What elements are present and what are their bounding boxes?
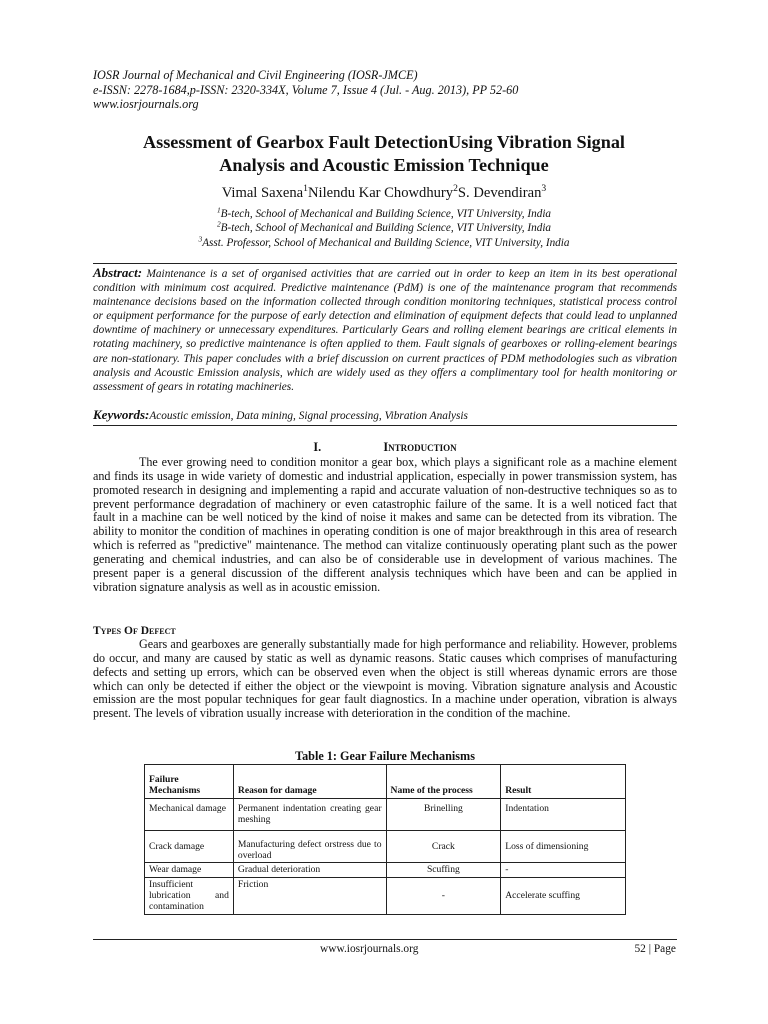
paper-title <box>70 131 698 176</box>
affiliation-list <box>70 207 698 250</box>
table-row <box>145 863 626 877</box>
table-cell: Gradual deterioration <box>233 863 386 877</box>
affiliation <box>70 236 698 250</box>
table-cell: Indentation <box>501 799 626 831</box>
journal-header <box>93 68 693 112</box>
title-line-2: Analysis and Acoustic Emission Technique <box>219 154 549 175</box>
table-header-cell: Failure Mechanisms <box>145 765 234 799</box>
journal-website: www.iosrjournals.org <box>93 97 199 112</box>
types-of-defect-heading: Types Of Defect <box>93 625 176 637</box>
author-list <box>70 185 698 202</box>
table-cell: - <box>386 877 501 914</box>
table-row <box>145 799 626 831</box>
table-cell: Scuffing <box>386 863 501 877</box>
affiliation <box>70 207 698 221</box>
affiliation-mark: 1 <box>216 205 221 215</box>
author-name: S. Devendiran <box>457 185 542 201</box>
table-header-cell: Name of the process <box>386 765 501 799</box>
section-heading-introduction <box>93 440 677 454</box>
abstract-label: Abstract: <box>93 265 143 280</box>
title-line-1: Assessment of Gearbox Fault DetectionUsing Vibration Signal <box>143 132 625 152</box>
keywords <box>93 408 677 423</box>
affiliation-mark: 3 <box>198 234 203 244</box>
table-cell: Wear damage <box>145 863 234 877</box>
table-row <box>145 877 626 914</box>
gear-failure-table <box>144 764 626 915</box>
affiliation-mark: 2 <box>216 219 221 229</box>
table-caption: Table 1: Gear Failure Mechanisms <box>295 749 475 763</box>
affiliation-text: B-tech, School of Mechanical and Building Science, VIT University, India <box>220 222 552 235</box>
section-number: I. <box>313 440 322 454</box>
table-cell: Friction <box>233 877 386 914</box>
affiliation-text: Asst. Professor, School of Mechanical and Building Science, VIT University, India <box>202 236 570 249</box>
introduction-paragraph: The ever growing need to condition monitor a gear box, which plays a significant role as a machine element and finds its usage in wide variety of domestic and industrial application, especially in power transmission system, has promoted research in designing and implementing a rapid and accurate valuation of non-destructive techniques so as to prevent performance degradation of machinery or even catastrophic failure of the same. It is a well noticed fact that fault in a machine can be well noticed by the kind of noise it makes and same can be detected from its vibration. The ability to monitor the condition of machines in operating condition is one of major breakthrough in this area of research which is referred as "predictive" maintenance. The method can vitalize continuously operating plant such as the power generating and chemical industries, and can also be of considerable use in development of various machines. The present paper is a general discussion of the different analysis techniques which have been and can be applied in vibration signature analysis as well as in acoustic emission. <box>93 455 677 594</box>
table-cell: Manufacturing defect orstress due to overload <box>233 831 386 863</box>
keywords-label: Keywords: <box>93 407 150 422</box>
journal-name: IOSR Journal of Mechanical and Civil Engineering (IOSR-JMCE) <box>93 68 418 82</box>
affiliation <box>70 221 698 235</box>
table-cell: Loss of dimensioning <box>501 831 626 863</box>
author-name: Vimal Saxena <box>221 185 304 201</box>
table-header-cell: Result <box>501 765 626 799</box>
types-of-defect-paragraph: Gears and gearboxes are generally substantially made for high performance and reliability. However, problems do occur, and many are caused by static as well as dynamic reasons. Static causes which comprises of manufacturing defects and setting up errors, which can be observed even when the object is still whereas dynamic errors are those which can only be detected if either the object or the viewpoint is moving. Vibration signature analysis and Acoustic emission are the most popular techniques for gear fault diagnostics. In a machine under operation, vibration is always present. The levels of vibration usually increase with deterioration in the condition of the machine. <box>93 637 677 721</box>
table-row <box>145 831 626 863</box>
table-cell: Insufficient lubrication and contamination <box>145 877 234 914</box>
table-cell: Permanent indentation creating gear meshing <box>233 799 386 831</box>
keywords-text: Acoustic emission, Data mining, Signal processing, Vibration Analysis <box>149 410 468 422</box>
footer-url: www.iosrjournals.org <box>320 943 419 955</box>
footer-rule <box>93 939 677 940</box>
author-mark: 3 <box>541 183 547 195</box>
author-name: Nilendu Kar Chowdhury <box>307 185 454 201</box>
table-header-row <box>145 765 626 799</box>
table-cell: Mechanical damage <box>145 799 234 831</box>
section-title: Introduction <box>383 440 457 454</box>
table-cell: Brinelling <box>386 799 501 831</box>
table-cell: Crack <box>386 831 501 863</box>
table-header-cell: Reason for damage <box>233 765 386 799</box>
affiliation-text: B-tech, School of Mechanical and Building Science, VIT University, India <box>220 208 552 220</box>
journal-issn: e-ISSN: 2278-1684,p-ISSN: 2320-334X, Volume 7, Issue 4 (Jul. - Aug. 2013), PP 52-60 <box>93 82 519 97</box>
author-mark: 2 <box>453 183 458 195</box>
abstract-bottom-rule <box>93 425 677 426</box>
table-cell: Accelerate scuffing <box>501 877 626 914</box>
table-cell: - <box>501 863 626 877</box>
page-number: 52 | Page <box>634 943 676 955</box>
abstract-top-rule <box>93 263 677 264</box>
table-cell: Crack damage <box>145 831 234 863</box>
abstract-text: Maintenance is a set of organised activities that are carried out in order to keep an item in its best operational condition with minimum cost acquired. Predictive maintenance (PdM) is one of the maintenance program that recommends maintenance decisions based on the information collected through condition monitoring techniques, statistical process control or equipment performance for the purpose of early detection and elimination of equipment defects that could lead to unplanned downtime of machinery or unnecessary expenditures. Particularly Gears and rolling element bearings are critical elements in rotating machinery, so predictive maintenance is often applied to them. Fault signals of gearboxes or rolling-element bearings are non-stationary. This paper concludes with a brief discussion on current practices of PDM methodologies such as vibration analysis and Acoustic Emission analysis, which are widely used as they offers a complimentary tool for health monitoring or assessment of gears in rotating machineries. <box>93 268 677 393</box>
author-mark: 1 <box>303 183 308 195</box>
abstract <box>93 266 677 394</box>
